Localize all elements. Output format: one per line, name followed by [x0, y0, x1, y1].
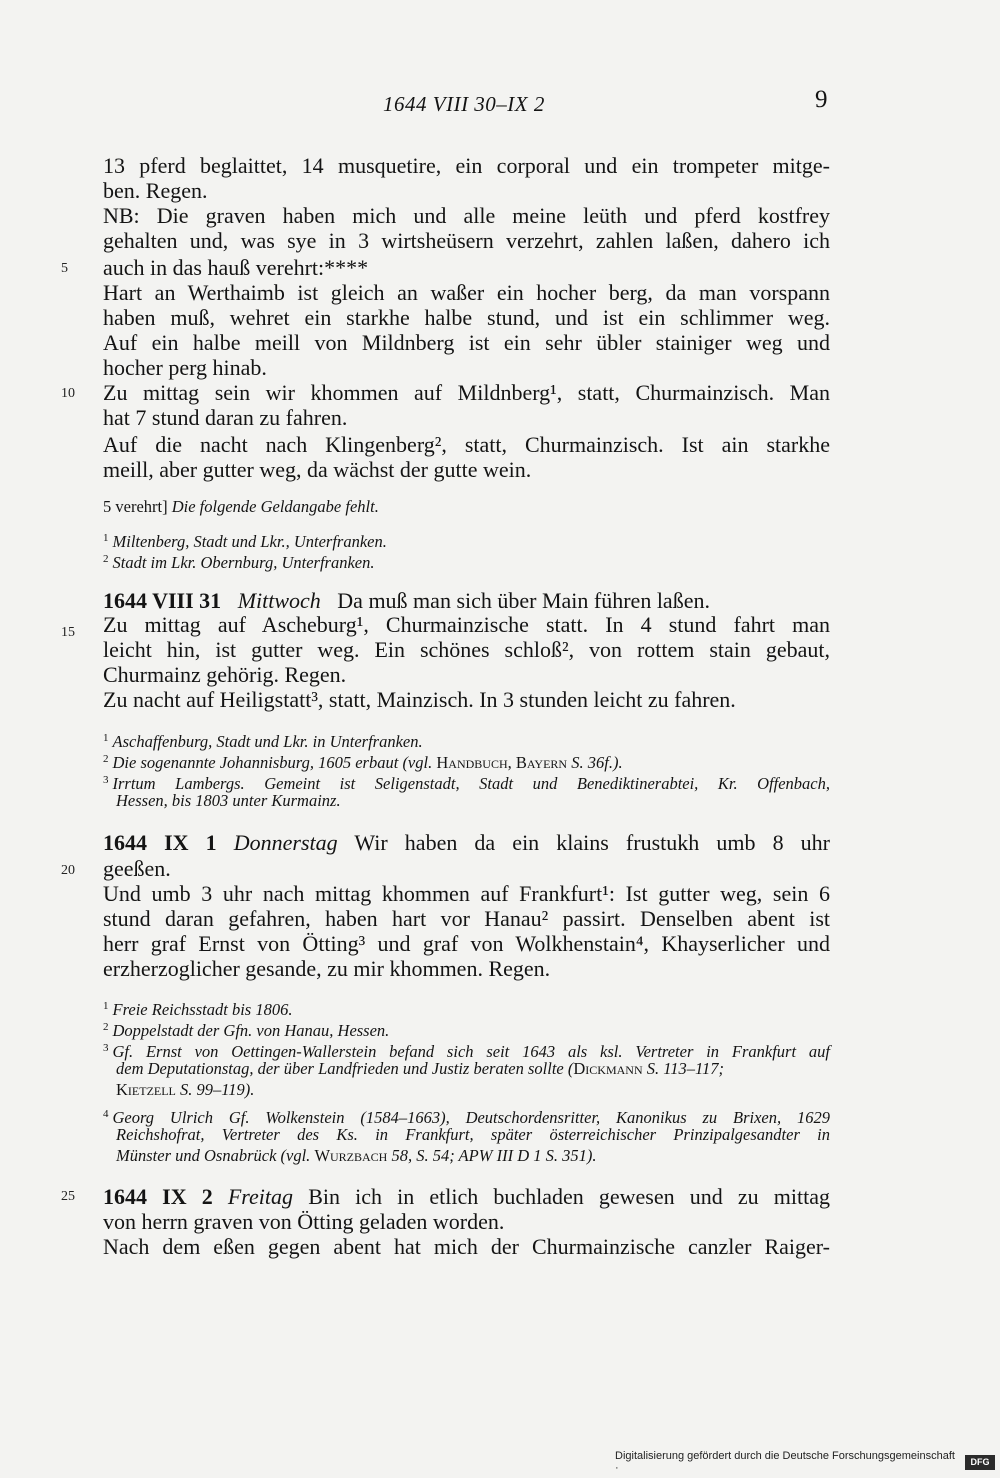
- critical-note-lemma: 5 verehrt]: [103, 497, 168, 516]
- line-number: 20: [61, 863, 75, 878]
- entry-day: Freitag: [227, 1184, 294, 1209]
- footnote-continuation: Hessen, bis 1803 unter Kurmainz.: [116, 791, 341, 810]
- line-number: 10: [61, 386, 75, 401]
- text-line: Auf ein halbe meill von Mildnberg ist ein sehr übler stainiger weg und: [103, 330, 830, 355]
- entry-text: Wir haben da ein klains frustukh umb 8 uhr: [354, 830, 831, 855]
- text-line: Auf die nacht nach Klingenberg², statt, Churmainzisch. Ist ain starkhe: [103, 432, 830, 457]
- footnote: $^4$ Georg Ulrich Gf. Wolkenstein (1584–1663), Deutschordensritter, Kanonikus zu Brixen, 1629: [103, 1108, 830, 1127]
- entry-date: 1644 VIII 31: [103, 588, 222, 613]
- footnote: $^2$ Stadt im Lkr. Obernburg, Unterfranken.: [103, 553, 375, 572]
- text-line: erzherzoglicher gesande, zu mir khommen. Regen.: [103, 956, 551, 981]
- text-line: haben muß, wehret ein starkhe halbe stund, und ist ein schlimmer weg.: [103, 305, 830, 330]
- text-line: Nach dem eßen gegen abent hat mich der Churmainzische canzler Raiger-: [103, 1234, 830, 1259]
- entry-day: Donnerstag: [233, 830, 338, 855]
- text-line: Churmainz gehörig. Regen.: [103, 662, 347, 687]
- text-line: Hart an Werthaimb ist gleich an waßer ein hocher berg, da man vorspann: [103, 280, 830, 305]
- footer-text: Digitalisierung gefördert durch die Deutsche Forschungsgemeinschaft ·: [615, 1450, 955, 1474]
- line-number: 25: [61, 1189, 75, 1204]
- footnote-continuation: Münster und Osnabrück (vgl. Wurzbach 58, S. 54; APW III D 1 S. 351).: [116, 1146, 597, 1165]
- text-line: leicht hin, ist gutter weg. Ein schönes schloß², von rottem stain gebaut,: [103, 637, 830, 662]
- footnote-continuation: dem Deputationstag, der über Landfrieden und Justiz beraten sollte (Dickmann S. 113–117;: [116, 1059, 725, 1078]
- text-line: ben. Regen.: [103, 178, 208, 203]
- text-line: NB: Die graven haben mich und alle meine leüth und pferd kostfrey: [103, 203, 830, 228]
- text-line: hocher perg hinab.: [103, 355, 267, 380]
- line-number: 5: [61, 261, 68, 276]
- footnote: $^1$ Aschaffenburg, Stadt und Lkr. in Unterfranken.: [103, 732, 423, 751]
- text-line: Zu nacht auf Heiligstatt³, statt, Mainzisch. In 3 stunden leicht zu fahren.: [103, 687, 736, 712]
- entry-day: Mittwoch: [237, 588, 321, 613]
- text-line: meill, aber gutter weg, da wächst der gutte wein.: [103, 457, 532, 482]
- running-header: 1644 VIII 30–IX 2: [383, 92, 545, 116]
- entry-text: Bin ich in etlich buchladen gewesen und zu mittag: [308, 1184, 831, 1209]
- critical-note: [103, 497, 830, 517]
- critical-note-text: Die folgende Geldangabe fehlt.: [171, 497, 379, 516]
- footnote: $^1$ Miltenberg, Stadt und Lkr., Unterfranken.: [103, 532, 387, 551]
- footnote-continuation: Kietzell S. 99–119).: [116, 1080, 255, 1099]
- text-line: stund daran gefahren, haben hart vor Hanau² passirt. Denselben abent ist: [103, 906, 830, 931]
- page-number: 9: [815, 86, 828, 113]
- entry-heading-line: [103, 1184, 830, 1210]
- footnote: $^1$ Freie Reichsstadt bis 1806.: [103, 1000, 293, 1019]
- dfg-logo-icon: DFG: [965, 1455, 995, 1470]
- footnote: $^2$ Die sogenannte Johannisburg, 1605 erbaut (vgl. Handbuch, Bayern S. 36f.).: [103, 753, 623, 772]
- footnote: $^3$ Gf. Ernst von Oettingen-Wallerstein befand sich seit 1643 als ksl. Vertreter in Frankfurt auf: [103, 1042, 830, 1061]
- footnote: $^3$ Irrtum Lambergs. Gemeint ist Seligenstadt, Stadt und Benediktinerabtei, Kr. Offenbach,: [103, 774, 830, 793]
- footnote-continuation: Reichshofrat, Vertreter des Ks. in Frankfurt, später österreichischer Prinzipalgesandter in: [116, 1125, 830, 1144]
- line-number: 15: [61, 625, 75, 640]
- text-line: geeßen.: [103, 856, 171, 881]
- text-line: herr graf Ernst von Ötting³ und graf von Wolkhenstain⁴, Khayserlicher und: [103, 931, 830, 956]
- footnote: $^2$ Doppelstadt der Gfn. von Hanau, Hessen.: [103, 1021, 390, 1040]
- entry-heading-line: [103, 830, 830, 856]
- text-line: 13 pferd beglaittet, 14 musquetire, ein corporal und ein trompeter mitge-: [103, 153, 830, 178]
- text-line: Und umb 3 uhr nach mittag khommen auf Frankfurt¹: Ist gutter weg, sein 6: [103, 881, 830, 906]
- text-line: von herrn graven von Ötting geladen worden.: [103, 1209, 505, 1234]
- text-line: gehalten und, was sye in 3 wirtsheüsern verzehrt, zahlen laßen, dahero ich: [103, 228, 830, 253]
- entry-date: 1644 IX 2: [103, 1184, 213, 1209]
- text-line: Zu mittag sein wir khommen auf Mildnberg¹, statt, Churmainzisch. Man: [103, 380, 830, 405]
- text-line: auch in das hauß verehrt:****: [103, 255, 369, 280]
- entry-date: 1644 IX 1: [103, 830, 217, 855]
- digitization-footer: [615, 1451, 995, 1473]
- entry-text: Da muß man sich über Main führen laßen.: [337, 588, 710, 613]
- entry-heading-line: [103, 588, 830, 614]
- text-line: Zu mittag auf Ascheburg¹, Churmainzische statt. In 4 stund fahrt man: [103, 612, 830, 637]
- text-line: hat 7 stund daran zu fahren.: [103, 405, 348, 430]
